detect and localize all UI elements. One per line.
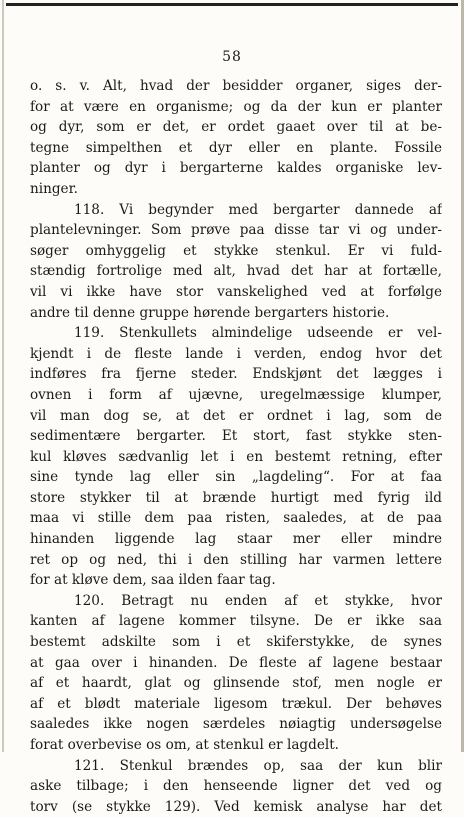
text-line: planter og dyr i bergarterne kaldes organiske lev- (30, 160, 442, 177)
text-line: stændig fortrolige med alt, hvad det har at fortælle, (30, 263, 442, 280)
text-line: kjendt i de fleste lande i verden, endog hvor det (30, 345, 442, 362)
body-text (30, 76, 442, 817)
text-line: saaledes ikke nogen særdeles nøiagtig undersøgelse (30, 716, 442, 733)
text-line: ninger. (30, 180, 78, 197)
text-line: af et blødt materiale ligesom trækul. Der behøves (30, 695, 442, 712)
text-line: ret op og ned, thi i den stilling har varmen lettere (30, 551, 442, 568)
text-line: aske tilbage; i den henseende ligner det ved og (30, 778, 442, 795)
text-line: bestemt adskilte som i et skiferstykke, de synes (30, 634, 442, 651)
text-line: kul kløves sædvanlig let i en bestemt retning, efter (30, 448, 442, 465)
text-line: af et haardt, glat og glinsende stof, men nogle er (30, 675, 442, 692)
text-line: at gaa over i hinanden. De fleste af lagene bestaar (30, 654, 442, 671)
text-line: o. s. v. Alt, hvad der besidder organer, siges der- (30, 78, 442, 94)
text-line: andre til denne gruppe hørende bergarters historie. (30, 304, 390, 321)
text-line: forat overbevise os om, at stenkul er lagdelt. (30, 737, 340, 753)
text-line: sedimentære bergarter. Et stort, fast stykke sten- (30, 428, 442, 445)
text-line: ovnen i form af ujævne, uregelmæssige klumper, (30, 386, 442, 403)
text-line: plantelevninger. Som prøve paa disse tar vi og under- (30, 222, 442, 239)
text-line: maa vi stille dem paa risten, saaledes, at de paa (30, 510, 442, 527)
text-line: for at kløve dem, saa ilden faar tag. (30, 572, 276, 589)
text-line: torv (se stykke 129). Ved kemisk analyse har det (30, 798, 442, 815)
text-line: 120. Betragt nu enden af et stykke, hvor (74, 592, 442, 609)
text-line: hinanden liggende lag staar mer eller mindre (30, 531, 442, 548)
top-rule (6, 3, 458, 6)
text-line: vil man dog se, at det er ordnet i lag, som de (30, 407, 442, 424)
text-line: vil vi ikke have stor vanskelighed ved at forfølge (30, 283, 442, 300)
text-line: tegne simpelthen et dyr eller en plante. Fossile (30, 139, 442, 156)
text-line: søger omhyggelig et stykke stenkul. Er vi fuld- (30, 242, 442, 259)
text-line: kanten af lagene kommer tilsyne. De er ikke saa (30, 613, 442, 630)
text-line: store stykker til at brænde hurtigt med fyrig ild (30, 489, 442, 506)
text-line: 119. Stenkullets almindelige udseende er vel- (74, 325, 442, 342)
text-line: sine tynde lag eller sin „lagdeling“. For at faa (30, 469, 442, 486)
text-line: for at være en organisme; og da der kun er planter (30, 98, 442, 115)
text-line: og dyr, som er det, er ordet gaaet over til at be- (30, 119, 442, 136)
text-line: indføres fra fjerne steder. Endskjønt det lægges i (30, 366, 442, 383)
text-line: 121. Stenkul brændes op, saa der kun blir (74, 757, 442, 774)
page-number: 58 (222, 49, 242, 65)
left-page-edge (2, 0, 4, 752)
text-line: 118. Vi begynder med bergarter dannede af (74, 201, 442, 218)
